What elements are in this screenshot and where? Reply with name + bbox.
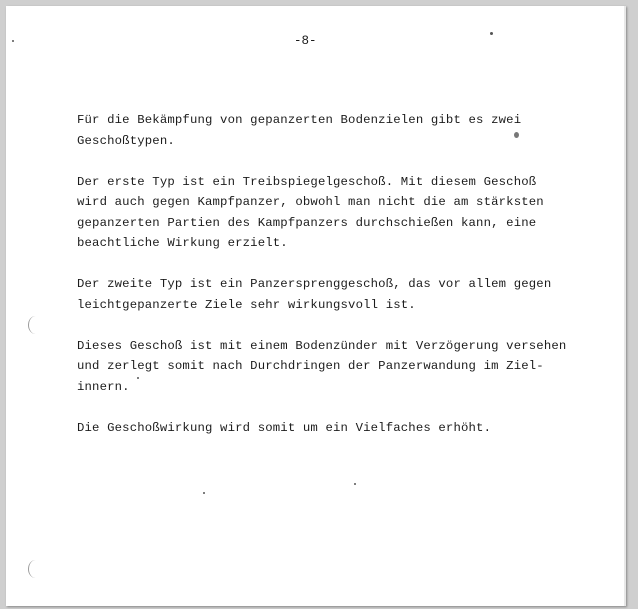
scan-speck	[490, 32, 493, 35]
text-line: Geschoßtypen.	[77, 133, 175, 148]
paragraph-2	[77, 172, 597, 254]
paragraph-4	[77, 336, 597, 398]
text-line: Die Geschoßwirkung wird somit um ein Vielfaches erhöht.	[77, 420, 492, 435]
scan-speck	[354, 483, 356, 485]
scan-speck	[514, 132, 519, 138]
text-line: Dieses Geschoß ist mit einem Bodenzünder mit Verzögerung versehen	[77, 338, 567, 353]
text-line: und zerlegt somit nach Durchdringen der Panzerwandung im Ziel-	[77, 359, 544, 373]
scan-speck	[203, 492, 205, 494]
paragraph-5	[77, 418, 597, 439]
paragraph-3	[77, 274, 597, 315]
text-line: leichtgepanzerte Ziele sehr wirkungsvoll ist.	[77, 297, 416, 312]
scan-speck	[12, 40, 14, 42]
text-line: Für die Bekämpfung von gepanzerten Bodenzielen gibt es zwei	[77, 113, 522, 127]
paragraph-1	[77, 110, 597, 151]
scan-speck	[137, 377, 139, 379]
document-page	[6, 6, 626, 606]
text-line: wird auch gegen Kampfpanzer, obwohl man nicht die am stärksten	[77, 195, 544, 209]
text-line: gepanzerten Partien des Kampfpanzers durchschießen kann, eine	[77, 215, 537, 230]
text-line: innern.	[77, 379, 130, 394]
punch-mark	[28, 560, 43, 578]
punch-mark	[28, 316, 43, 334]
text-line: Der zweite Typ ist ein Panzersprenggeschoß, das vor allem gegen	[77, 277, 552, 291]
page-edge	[624, 6, 626, 606]
body-text	[77, 110, 597, 459]
page-number: -8-	[294, 34, 317, 48]
text-line: Der erste Typ ist ein Treibspiegelgeschoß. Mit diesem Geschoß	[77, 174, 537, 189]
text-line: beachtliche Wirkung erzielt.	[77, 236, 288, 250]
